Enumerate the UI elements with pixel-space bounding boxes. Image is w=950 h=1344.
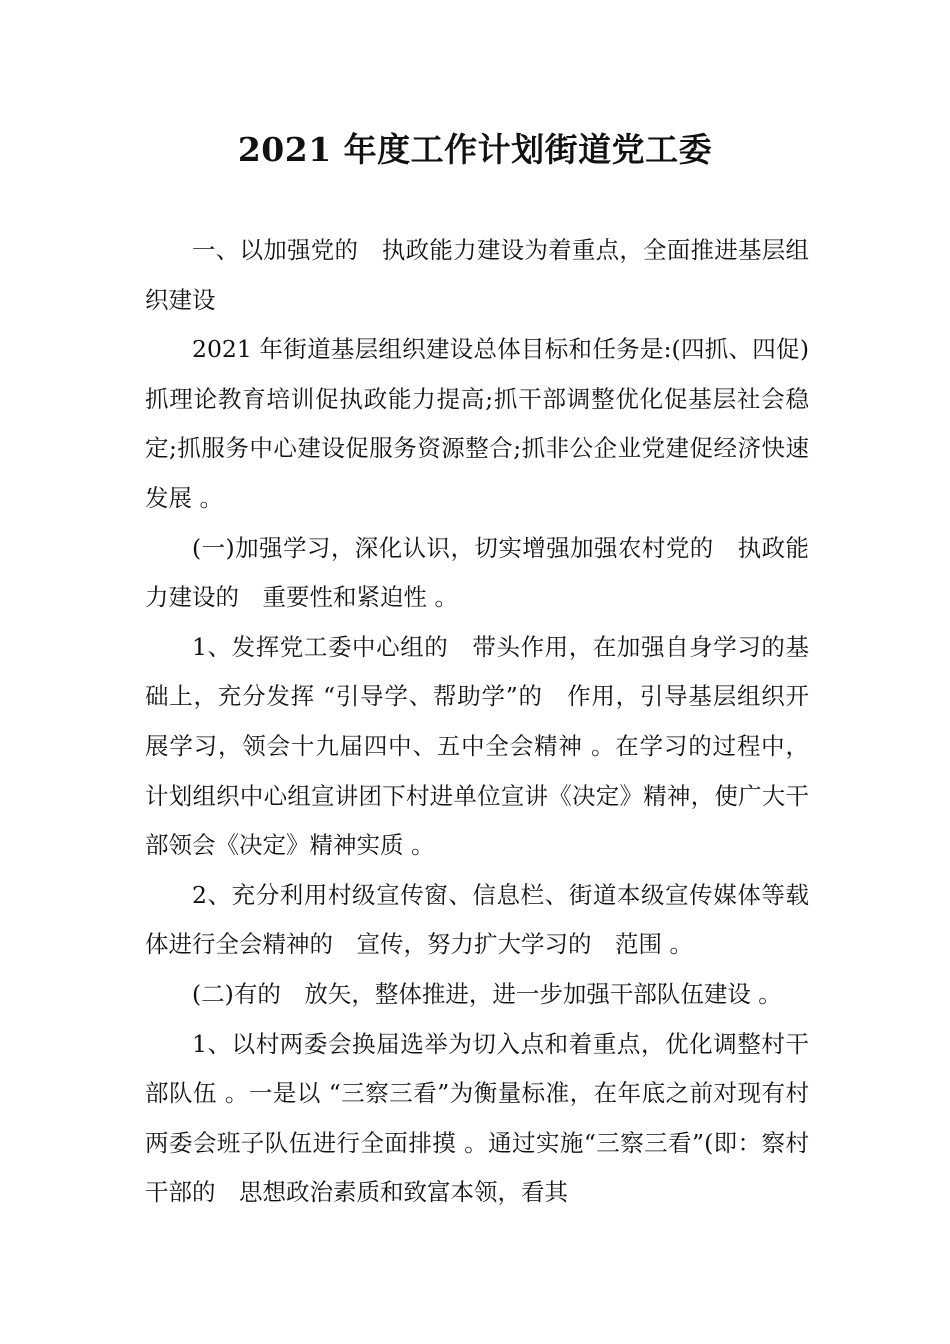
paragraph-overall-goals: 2021 年街道基层组织建设总体目标和任务是:(四抓、四促)抓理论教育培训促执政能力提高;抓干部调整优化促基层社会稳定;抓服务中心建设促服务资源整合;抓非公企业党建促经济快速发展 。 xyxy=(145,335,809,512)
document-title: 2021 年度工作计划街道党工委 xyxy=(237,130,713,169)
paragraph-item-1-election: 1、以村两委会换届选举为切入点和着重点，优化调整村干部队伍 。一是以 “三察三看”为衡量标准，在年底之前对现有村两委会班子队伍进行全面排摸 。通过实施“三察三看”(即：察村干部的 思想政治素质和致富本领，看其 xyxy=(145,1029,809,1207)
paragraph-item-1-study: 1、发挥党工委中心组的 带头作用，在加强自身学习的基础上，充分发挥 “引导学、帮助学”的 作用，引导基层组织开展学习，领会十九届四中、五中全会精神 。在学习的过程中，计划组织中心组宣讲团下村进单位宣讲《决定》精神，使广大干部领会《决定》精神实质 。 xyxy=(145,632,809,860)
paragraph-section-1-heading: 一、以加强党的 执政能力建设为着重点，全面推进基层组织建设 xyxy=(145,236,809,314)
paragraph-subsection-1-heading: (一)加强学习，深化认识，切实增强加强农村党的 执政能力建设的 重要性和紧迫性 。 xyxy=(145,533,809,612)
paragraph-item-2-publicity: 2、充分利用村级宣传窗、信息栏、街道本级宣传媒体等载体进行全会精神的 宣传，努力扩大学习的 范围 。 xyxy=(145,880,809,959)
document-body xyxy=(145,226,809,1218)
paragraph-subsection-2-heading: (二)有的 放矢，整体推进，进一步加强干部队伍建设 。 xyxy=(192,979,782,1008)
